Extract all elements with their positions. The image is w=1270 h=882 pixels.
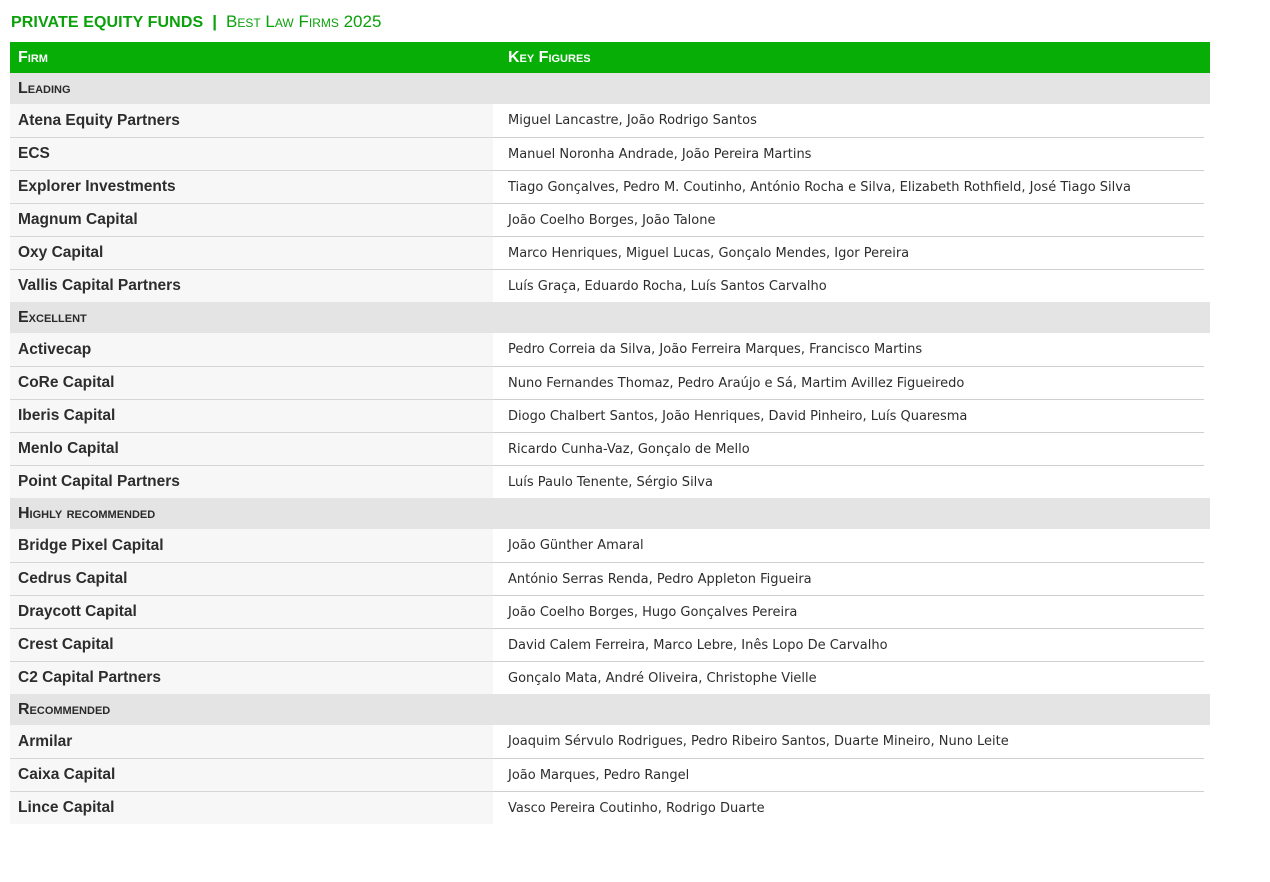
key-figures: João Coelho Borges, Hugo Gonçalves Pereira <box>493 595 1204 628</box>
column-header-firm: Firm <box>18 48 48 66</box>
key-figures: Luís Paulo Tenente, Sérgio Silva <box>493 465 1204 498</box>
section-header: Highly recommended <box>10 498 1210 529</box>
section-group <box>10 104 1210 302</box>
firm-name: Caixa Capital <box>10 758 493 791</box>
firm-name: Draycott Capital <box>10 595 493 628</box>
firm-column <box>10 529 493 694</box>
firm-name: Explorer Investments <box>10 170 493 203</box>
page-title: PRIVATE EQUITY FUNDS <box>11 14 204 31</box>
section-header: Excellent <box>10 302 1210 333</box>
key-figures: António Serras Renda, Pedro Appleton Figueira <box>493 562 1204 595</box>
key-figures: Luís Graça, Eduardo Rocha, Luís Santos Carvalho <box>493 269 1204 302</box>
key-figures-column <box>493 333 1210 498</box>
firm-name: Activecap <box>18 340 92 358</box>
key-figures: David Calem Ferreira, Marco Lebre, Inês Lopo De Carvalho <box>493 628 1204 661</box>
key-figures-column <box>493 529 1210 694</box>
key-figures: Miguel Lancastre, João Rodrigo Santos <box>508 113 757 128</box>
firm-name: Menlo Capital <box>10 432 493 465</box>
title-separator: | <box>212 12 218 31</box>
firm-name: Oxy Capital <box>10 236 493 269</box>
firm-name: Cedrus Capital <box>10 562 493 595</box>
key-figures: Joaquim Sérvulo Rodrigues, Pedro Ribeiro Santos, Duarte Mineiro, Nuno Leite <box>508 734 1009 749</box>
column-header-key-figures: Key Figures <box>508 48 591 66</box>
key-figures: João Günther Amaral <box>508 538 644 553</box>
firm-name: Bridge Pixel Capital <box>18 536 164 554</box>
firm-name: Iberis Capital <box>10 399 493 432</box>
section-group <box>10 725 1210 824</box>
page-subtitle: Best Law Firms 2025 <box>226 12 382 31</box>
section-header: Leading <box>10 73 1210 104</box>
firm-name: C2 Capital Partners <box>10 661 493 694</box>
firm-name: Crest Capital <box>10 628 493 661</box>
section-group <box>10 529 1210 694</box>
firm-name: Vallis Capital Partners <box>10 269 493 302</box>
firm-name: Lince Capital <box>10 791 493 824</box>
rankings-table <box>10 42 1210 824</box>
key-figures: Ricardo Cunha-Vaz, Gonçalo de Mello <box>493 432 1204 465</box>
firm-column <box>10 725 493 824</box>
table-header <box>10 42 1210 73</box>
key-figures: Nuno Fernandes Thomaz, Pedro Araújo e Sá, Martim Avillez Figueiredo <box>493 366 1204 399</box>
key-figures: Gonçalo Mata, André Oliveira, Christophe Vielle <box>493 661 1204 694</box>
key-figures: Vasco Pereira Coutinho, Rodrigo Duarte <box>493 791 1204 824</box>
key-figures: João Marques, Pedro Rangel <box>493 758 1204 791</box>
table-body <box>10 73 1210 824</box>
firm-name: Magnum Capital <box>10 203 493 236</box>
firm-name: Point Capital Partners <box>10 465 493 498</box>
key-figures: Marco Henriques, Miguel Lucas, Gonçalo Mendes, Igor Pereira <box>493 236 1204 269</box>
key-figures-column <box>493 104 1210 302</box>
section-header: Recommended <box>10 694 1210 725</box>
section-group <box>10 333 1210 498</box>
key-figures: Tiago Gonçalves, Pedro M. Coutinho, António Rocha e Silva, Elizabeth Rothfield, José Tiago Silva <box>493 170 1204 203</box>
key-figures: João Coelho Borges, João Talone <box>493 203 1204 236</box>
page-title-bar <box>11 12 381 36</box>
key-figures: Diogo Chalbert Santos, João Henriques, David Pinheiro, Luís Quaresma <box>493 399 1204 432</box>
firm-name: CoRe Capital <box>10 366 493 399</box>
firm-name: Armilar <box>18 732 73 750</box>
firm-name: Atena Equity Partners <box>18 111 180 129</box>
key-figures: Pedro Correia da Silva, João Ferreira Marques, Francisco Martins <box>508 342 923 357</box>
firm-column <box>10 333 493 498</box>
key-figures-column <box>493 725 1210 824</box>
firm-name: ECS <box>10 137 493 170</box>
firm-column <box>10 104 493 302</box>
key-figures: Manuel Noronha Andrade, João Pereira Martins <box>493 137 1204 170</box>
